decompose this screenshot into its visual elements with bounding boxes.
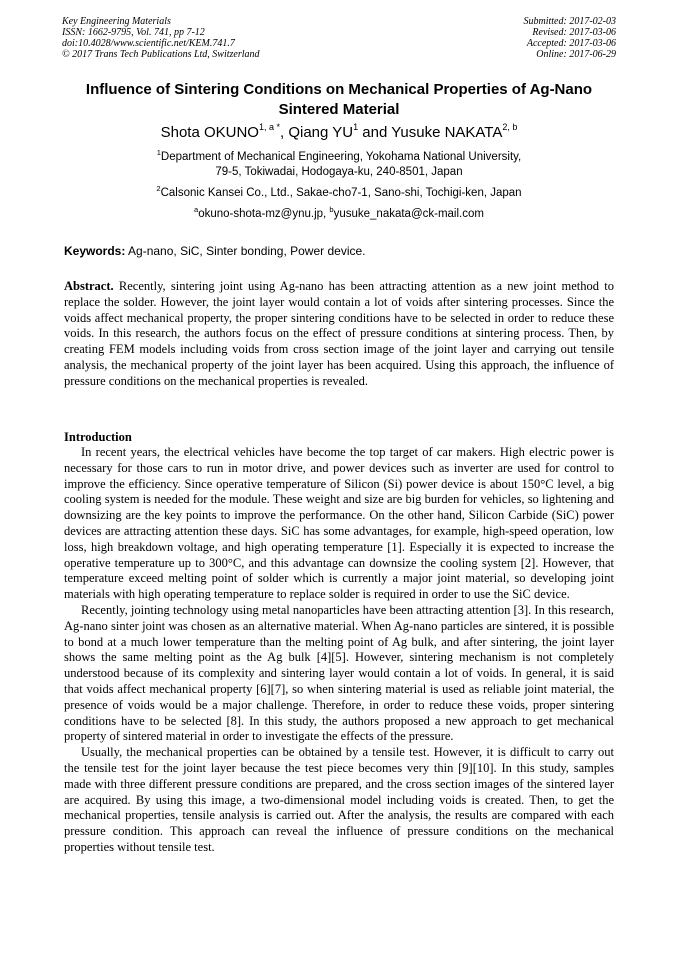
affiliation-2 [40,186,638,201]
author-nakata: Yusuke NAKATA [391,124,503,141]
affiliation-1-text: Department of Mechanical Engineering, Yokohama National University, [160,151,522,163]
title-line-1: Influence of Sintering Conditions on Mechanical Properties of Ag-Nano [85,81,593,98]
author-emails [40,207,638,222]
author-okuno-affiliation: 1, a * [258,122,280,132]
author-yu-affiliation: 1 [353,122,359,132]
abstract-label: Abstract. [64,279,114,293]
keywords [64,244,614,259]
introduction-body [64,445,614,856]
author-nakata-affiliation: 2, b [502,122,518,132]
author-okuno: Shota OKUNO [160,124,259,141]
email-a-link[interactable]: okuno-shota-mz@ynu.jp, [198,208,330,220]
author-yu: Qiang YU [288,124,354,141]
journal-issn: ISSN: 1662-9795, Vol. 741, pp 7-12 [62,27,205,38]
journal-name: Key Engineering Materials [62,16,171,27]
date-online: Online: 2017-06-29 [536,49,616,60]
journal-info [62,16,260,60]
affiliation-2-marker: 2 [156,184,161,193]
author-list [40,124,638,142]
journal-copyright: © 2017 Trans Tech Publications Ltd, Switzerland [62,49,260,60]
introduction-paragraph-1: In recent years, the electrical vehicles have become the top target of car makers. High electric power is necessary for those cars to run in motor drive, and power devices such as inverter are used for control to improve the efficiency. Since operative temperature of Silicon (Si) power device is about 150°C level, a big cooling system is needed for the module. These weight and size are big burden for vehicles, so lightening and downsizing are the key points to improve the performance. On the other hand, Silicon Carbide (SiC) power devices are attracting attention these days. SiC has some advantages, for example, high-speed operation, low loss, high breakdown voltage, and high operating temperature [1]. Especially it is expected to increase the operative temperature up to 300°C, and this advantage can downsize the cooling system [2]. However, that temperature exceed melting point of solder which is currently a major joint material, so developing joint materials with high operating temperature to replace solder is required in order to use the SiC device. [64,445,614,602]
keywords-label: Keywords: [64,244,126,258]
affiliation-1 [40,150,638,180]
affiliation-1-line-2: 79-5, Tokiwadai, Hodogaya-ku, 240-8501, Japan [215,166,463,178]
publication-dates [524,16,617,60]
email-b-link[interactable]: yusuke_nakata@ck-mail.com [333,208,484,220]
title-line-2: Sintered Material [278,101,400,118]
keywords-text: Ag-nano, SiC, Sinter bonding, Power device. [125,244,366,258]
affiliation-1-line-1 [40,150,638,165]
author-separator: , [279,124,289,141]
introduction-paragraph-3: Usually, the mechanical properties can be obtained by a tensile test. However, it is difficult to carry out the tensile test for the joint layer because the test piece becomes very thin [9][10]. In this study, samples made with three different pressure conditions are prepared, and the cross section images of the sintered layer are acquired. By using this image, a two-dimensional model including voids is created. Then, to get the mechanical properties, tensile analysis is carried out. After the analysis, the results are compared with each pressure condition. This approach can reveal the influence of pressure conditions on the mechanical properties without tensile test. [64,745,614,854]
date-accepted: Accepted: 2017-03-06 [526,38,616,49]
paper-title [62,80,616,120]
abstract [64,279,614,390]
introduction-paragraph-2: Recently, jointing technology using metal nanoparticles have been attracting attention [3]. In this research, Ag-nano sinter joint was chosen as an alternative material. When Ag-nano particles are sintered, it is possible to bond at a much lower temperature than the melting point of Ag bulk, and after sintering, the joint layer shows the same melting point as the Ag bulk [4][5]. However, sintering mechanism is not completely understood because of its complexity and sintering layer would contain a lot of voids. In general, it is said that voids affect mechanical property [6][7], so when sintering material is used as reliable joint material, the presence of voids would be a major challenge. Therefore, in order to reduce these voids, proper sintering conditions have to be selected [8]. In this study, the authors proposed a new approach to get mechanical property of sintered material in order to investigate the effects of the pressure. [64,602,614,744]
date-submitted: Submitted: 2017-02-03 [523,16,616,27]
affiliation-2-text: Calsonic Kansei Co., Ltd., Sakae-cho7-1, Sano-shi, Tochigi-ken, Japan [160,187,522,199]
email-a-marker: a [194,205,199,214]
affiliation-1-marker: 1 [156,148,161,157]
date-revised: Revised: 2017-03-06 [532,27,616,38]
abstract-text: Recently, sintering joint using Ag-nano has been attracting attention as a new joint method to replace the solder. However, the joint layer would contain a lot of voids after sintering processes. Since the voids affect mechanical property, the proper sintering conditions have to be selected in order to reduce these voids. In this research, the authors focus on the effect of pressure conditions at sintering process. Then, by creating FEM models including voids from cross section image of the joint layer and carrying out tensile analysis, the mechanical property of the joint layer has been acquired. Using this approach, the influence of pressure conditions on the mechanical properties is revealed. [64,279,614,388]
introduction-heading: Introduction [64,430,132,444]
author-separator: and [358,124,392,141]
journal-doi: doi:10.4028/www.scientific.net/KEM.741.7 [62,38,235,49]
email-b-marker: b [329,205,334,214]
